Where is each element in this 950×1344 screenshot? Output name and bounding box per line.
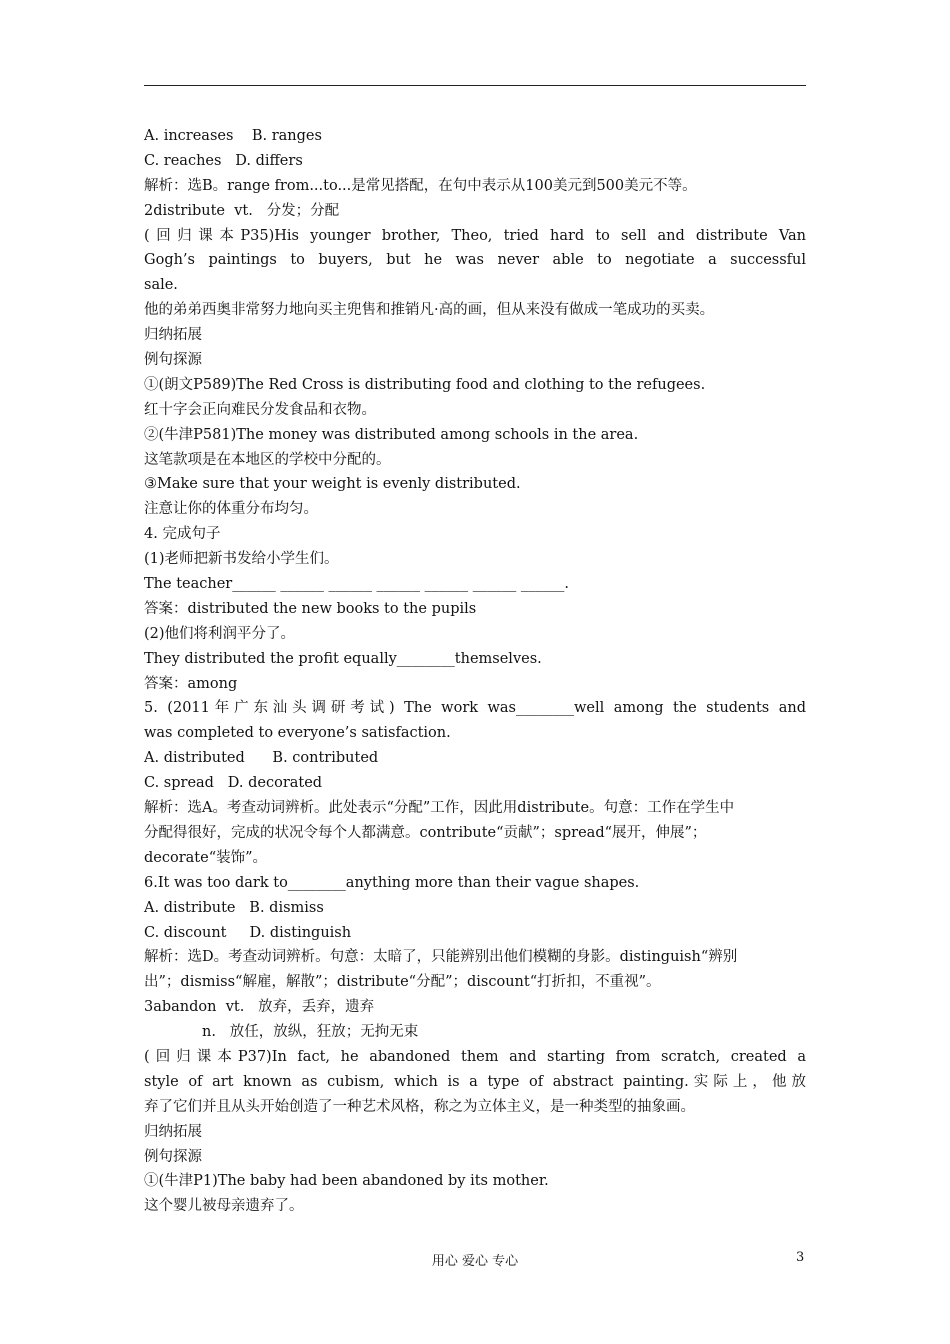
option-line: C. spread D. decorated [144, 775, 323, 792]
question-line: was completed to everyone’s satisfaction. [144, 725, 451, 742]
header-rule [144, 85, 806, 86]
analysis-line: 解析：选B。range from...to...是常见搭配，在句中表示从100美元到500美元不等。 [144, 177, 697, 194]
exercise-heading: 4. 完成句子 [144, 526, 221, 543]
example-sentence: ①(牛津P1)The baby had been abandoned by its mother. [144, 1173, 549, 1190]
example-translation: 这个婴儿被母亲遗弃了。 [144, 1198, 304, 1215]
textbook-quote-line: Gogh’s paintings to buyers, but he was never able to negotiate a successful [144, 252, 806, 269]
exercise-blank-line: They distributed the profit equally________themselves. [144, 650, 542, 667]
textbook-quote-line: sale. [144, 277, 178, 294]
footer-motto: 用心 爱心 专心 [431, 1254, 519, 1269]
question-line: 5. (2011年广东汕头调研考试) The work was________well among the students and [144, 700, 806, 717]
question-line: 6.It was too dark to________anything more than their vague shapes. [144, 874, 640, 891]
example-translation: 注意让你的体重分布均匀。 [144, 501, 318, 518]
exercise-prompt: (1)老师把新书发给小学生们。 [144, 551, 339, 568]
analysis-line: 解析：选D。考查动词辨析。句意：太暗了，只能辨别出他们模糊的身影。distinguish“辨别 [144, 949, 738, 966]
page-body [144, 124, 806, 1219]
option-line-1: A. increases B. ranges [144, 128, 322, 144]
textbook-quote-line: (回归课本P35)His younger brother, Theo, tried hard to sell and distribute Van [144, 227, 806, 244]
example-translation: 这笔款项是在本地区的学校中分配的。 [144, 451, 391, 468]
section-heading: 归纳拓展 [144, 1123, 202, 1140]
analysis-line: 解析：选A。考查动词辨析。此处表示“分配”工作，因此用distribute。句意：工作在学生中 [144, 800, 735, 817]
analysis-line: 出”；dismiss“解雇，解散”；distribute“分配”；discount“打折扣，不重视”。 [144, 974, 661, 991]
vocab-heading-abandon: 3abandon vt. 放弃，丢弃，遗弃 [144, 999, 375, 1016]
textbook-quote-line: (回归课本P37)In fact, he abandoned them and starting from scratch, created a [144, 1048, 806, 1065]
page-number: 3 [796, 1250, 805, 1265]
section-heading: 例句探源 [144, 1148, 202, 1165]
example-sentence: ①(朗文P589)The Red Cross is distributing food and clothing to the refugees. [144, 376, 706, 393]
option-line: A. distributed B. contributed [144, 750, 379, 767]
example-translation: 红十字会正向难民分发食品和衣物。 [144, 401, 376, 418]
translation-line: 弃了它们并且从头开始创造了一种艺术风格，称之为立体主义，是一种类型的抽象画。 [144, 1098, 695, 1115]
exercise-prompt: (2)他们将利润平分了。 [144, 625, 296, 642]
option-line: A. distribute B. dismiss [144, 899, 324, 916]
example-sentence: ③Make sure that your weight is evenly distributed. [144, 476, 521, 493]
option-line-2: C. reaches D. differs [144, 152, 303, 169]
exercise-blank-line: The teacher______ ______ ______ ______ ______ ______ ______. [144, 576, 569, 593]
option-line: C. discount D. distinguish [144, 924, 352, 941]
section-heading: 归纳拓展 [144, 327, 202, 344]
analysis-line: 分配得很好，完成的状况令每个人都满意。contribute“贡献”；spread“展开，伸展”； [144, 824, 707, 841]
vocab-noun-sense: n. 放任，放纵，狂放；无拘无束 [202, 1024, 419, 1041]
answer-line: 答案：distributed the new books to the pupils [144, 600, 477, 617]
analysis-line: decorate“装饰”。 [144, 849, 268, 866]
vocab-heading-distribute: 2distribute vt. 分发；分配 [144, 202, 340, 219]
section-heading: 例句探源 [144, 352, 202, 369]
textbook-quote-line: style of art known as cubism, which is a type of abstract painting.实际上，他放 [144, 1073, 806, 1090]
translation-line: 他的弟弟西奥非常努力地向买主兜售和推销凡·高的画，但从来没有做成一笔成功的买卖。 [144, 302, 715, 319]
answer-line: 答案：among [144, 675, 238, 692]
example-sentence: ②(牛津P581)The money was distributed among schools in the area. [144, 426, 639, 443]
